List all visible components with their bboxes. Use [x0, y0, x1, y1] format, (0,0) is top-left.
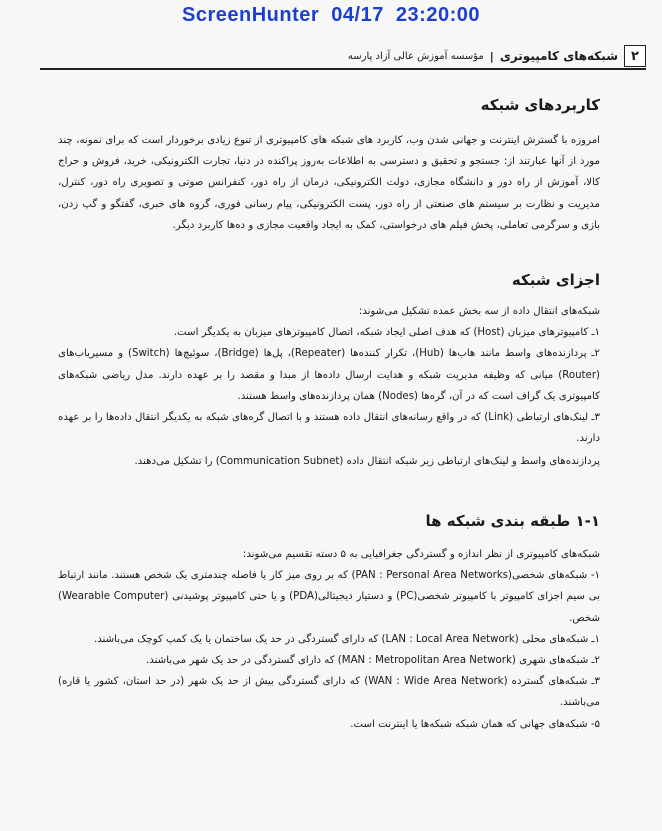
classification-item-man: ۲ـ شبکه‌های شهری (MAN : Metropolitan Area Network) که دارای گستردگی در حد یک شهر می‌باشند. [146, 655, 600, 667]
classification-item-pan: ۱- شبکه‌های شخصی(PAN : Personal Area Networks) که بر روی میز کار یا فاصله چندمتری یک شخص هستند. مانند ارتباط بی سیم اجزای کامپیوتر با کامپیوتر شخصی(PC) و دستیار دیجیتالی(PDA) و یا حتی کامپیوتر پوشیدنی (Wearable Computer) شخص. [58, 570, 601, 624]
applications-paragraph: امروزه با گسترش اینترنت و جهانی شدن وب، کاربرد های شبکه های کامپیوتری از تنوع زیادی برخوردار است که برای نمونه، چند مورد از آنها عبارتند از: جستجو و تحقیق و دسترسی به اطلاعات به‌روز پراکنده در دنیا، تجارت الکترونیکی، خرید، فروش و حراج کالا، آموزش از راه دور و دانشگاه مجازی، دولت الکترونیکی، درمان از راه دور، کنفرانس صوتی و تصویری راه دور، کنترل، مدیریت و نظارت بر سیستم های صنعتی از راه دور، پست الکترونیکی، پیام رسانی فوری، گروه های خبری، گفتگو و گپ زدن، بازی و سرگرمی تعاملی، پخش فیلم های درخواستی، کمک به ایجاد واقعیت مجازی و ده‌ها کاربرد دیگر. [58, 135, 600, 231]
components-item-host: ۱ـ کامپیوترهای میزبان (Host) که هدف اصلی ایجاد شبکه، اتصال کامپیوترهای میزبان به یکدیگر است. [173, 327, 600, 339]
classification-item-internet: ۵- شبکه‌های جهانی که همان شبکه شبکه‌ها یا اینترنت است. [350, 718, 600, 730]
page-header [40, 44, 646, 70]
components-intro: شبکه‌های انتقال داده از سه بخش عمده تشکیل می‌شوند: [358, 306, 600, 317]
classification-body [58, 544, 600, 735]
chapter-title: شبکه‌های کامپیوتری [499, 49, 618, 63]
institute-name: مؤسسه آموزش عالی آزاد پارسه [347, 50, 484, 62]
classification-intro: شبکه‌های کامپیوتری از نظر اندازه و گستردگی جغرافیایی به ۵ دسته تقسیم می‌شوند: [242, 549, 600, 560]
screenhunter-watermark: ScreenHunter 04/17 23:20:00 [182, 4, 480, 26]
applications-title: کاربردهای شبکه [480, 96, 600, 114]
components-title: اجزای شبکه [511, 271, 600, 289]
components-closing: پردازنده‌های واسط و لینک‌های ارتباطی زیر شبکه انتقال داده (Communication Subnet) را تشکیل می‌دهند. [134, 456, 600, 468]
classification-title: ۱-۱ طبقه بندی شبکه ها [425, 512, 600, 530]
components-item-links: ۳ـ لینک‌های ارتباطی (Link) که در واقع رسانه‌های انتقال داده هستند و با اتصال گره‌های شبکه به یکدیگر انتقال داده‌ها را بر عهده دارند. [58, 412, 600, 445]
applications-body [58, 130, 600, 236]
components-item-intermediate: ۲ـ پردازنده‌های واسط مانند هاب‌ها (Hub)، تکرار کننده‌ها (Repeater)، پل‌ها (Bridge)، سوئیچ‌ها (Switch) و مسیریاب‌های (Router) میانی که وظیفه مدیریت شبکه و هدایت ارسال داده‌ها از مبدا و مقصد را بر عهده دارند. مدل ریاضی شبکه‌های کامپیوتری یک گراف است که در آن، گره‌ها (Nodes) همان پردازنده‌های واسط هستند. [58, 348, 600, 402]
components-body [58, 301, 600, 473]
page-number: ۲ [624, 45, 646, 67]
classification-item-lan: ۱ـ شبکه‌های محلی (LAN : Local Area Network) که دارای گستردگی در حد یک ساختمان یا یک کمپ کوچک می‌باشند. [93, 633, 600, 645]
classification-item-wan: ۳ـ شبکه‌های گسترده (WAN : Wide Area Network) که دارای گستردگی بیش از حد یک شهر (در حد استان، کشور یا قاره) می‌باشند. [58, 676, 600, 709]
header-separator: | [489, 49, 494, 63]
